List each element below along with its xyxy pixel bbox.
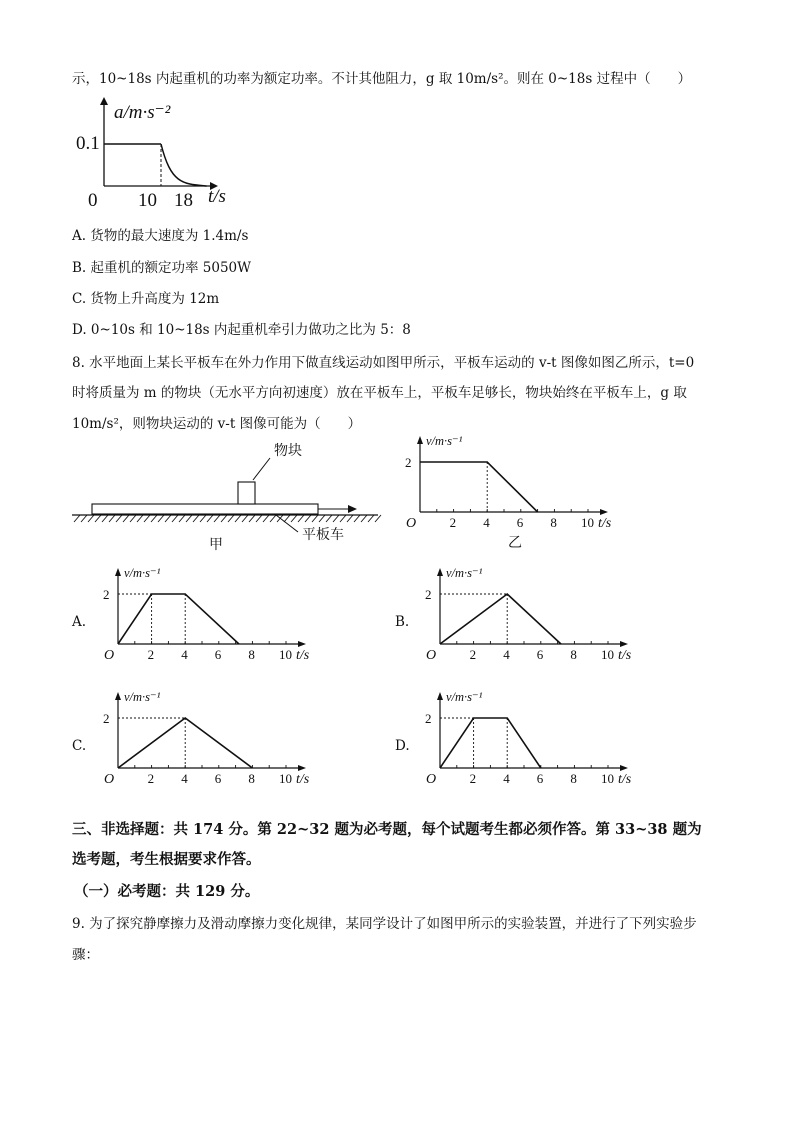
ground-hatch (165, 515, 171, 522)
y-axis-label: v/m·s⁻¹ (446, 690, 483, 704)
fig-yi-caption: 乙 (508, 535, 522, 551)
y-axis-label: v/m·s⁻¹ (124, 690, 161, 704)
cart-label: 平板车 (302, 528, 344, 543)
origin-label: O (406, 516, 417, 528)
ground-hatch (270, 515, 276, 522)
x-tick-label: 4 (503, 771, 510, 784)
x-tick-label: 10 (581, 515, 594, 528)
ground-hatch (354, 515, 360, 522)
ground-hatch (109, 515, 115, 522)
ground-hatch (116, 515, 122, 522)
vt-graph-c (100, 690, 330, 784)
q7-option-b: B. 起重机的额定功率 5050W (72, 260, 252, 276)
ground-hatch (172, 515, 178, 522)
q7-x-tick-10: 10 (138, 190, 157, 211)
q7-xlabel: t/s (208, 186, 226, 207)
origin-label: O (104, 648, 115, 660)
x-axis-label: t/s (598, 516, 612, 528)
q8-line1: 8. 水平地面上某长平板车在外力作用下做直线运动如图甲所示，平板车运动的 v-t 图像如图乙所示，t=0 (72, 355, 695, 371)
option-d-label: D. (395, 738, 410, 754)
vt-series-line (118, 594, 239, 644)
ground-hatch (151, 515, 157, 522)
x-tick-label: 4 (181, 771, 188, 784)
x-axis-arrow (620, 641, 628, 647)
cart-rect (92, 504, 318, 514)
x-tick-label: 2 (147, 647, 155, 660)
vt-graph-a (100, 566, 330, 660)
ground-hatch (235, 515, 241, 522)
ground-hatch (326, 515, 332, 522)
x-tick-label: 6 (214, 771, 222, 784)
option-a-label: A. (72, 614, 87, 630)
ground-hatch (256, 515, 262, 522)
ground-hatch (144, 515, 150, 522)
q7-at-graph (68, 96, 238, 214)
ground-hatch (88, 515, 94, 522)
y-tick-label: 2 (103, 711, 110, 726)
x-axis-label: t/s (296, 772, 310, 784)
q7-ylabel: a/m·s⁻² (114, 102, 171, 123)
x-axis-label: t/s (296, 648, 310, 660)
x-axis-label: t/s (618, 772, 632, 784)
q7-option-a: A. 货物的最大速度为 1.4m/s (72, 228, 249, 244)
ground-hatch (347, 515, 353, 522)
ground-hatch (291, 515, 297, 522)
x-tick-label: 2 (469, 647, 477, 660)
y-axis-arrow (437, 692, 443, 700)
q8-line3: 10m/s²，则物块运动的 v-t 图像可能为（ ） (72, 416, 362, 432)
x-tick-label: 8 (570, 647, 577, 660)
section3-line1: 三、非选择题：共 174 分。第 22~32 题为必考题，每个试题考生都必须作答。第 33~38 题为 (72, 821, 702, 838)
ground-hatch (361, 515, 367, 522)
ground-hatch (368, 515, 374, 522)
y-tick-label: 2 (425, 711, 432, 726)
x-tick-label: 10 (279, 771, 292, 784)
q7-x-tick-18: 18 (174, 190, 193, 211)
ground-hatch (249, 515, 255, 522)
q7-stem-tail: 示，10~18s 内起重机的功率为额定功率。不计其他阻力，g 取 10m/s²。则在 0~18s 过程中（ ） (72, 71, 692, 87)
option-c-label: C. (72, 738, 87, 754)
q7-y-tick: 0.1 (76, 133, 100, 154)
x-tick-label: 2 (147, 771, 155, 784)
x-tick-label: 4 (483, 515, 490, 528)
ground-hatch (221, 515, 227, 522)
fig-jia-caption: 甲 (209, 538, 223, 553)
block-label: 物块 (274, 444, 302, 459)
x-tick-label: 6 (516, 515, 524, 528)
ground-hatch (137, 515, 143, 522)
origin-label: O (426, 648, 437, 660)
ground-hatch (340, 515, 346, 522)
ground-hatch (312, 515, 318, 522)
origin-label: O (104, 772, 115, 784)
x-tick-label: 8 (550, 515, 557, 528)
x-axis-arrow (298, 765, 306, 771)
ground-hatch (95, 515, 101, 522)
x-axis-arrow (620, 765, 628, 771)
vt-series-line (440, 718, 541, 768)
ground-hatch (130, 515, 136, 522)
vt-series-line (420, 462, 538, 512)
y-axis-label: v/m·s⁻¹ (124, 566, 161, 580)
x-tick-label: 8 (248, 647, 255, 660)
q8-line2: 时将质量为 m 的物块（无水平方向初速度）放在平板车上，平板车足够长，物块始终在平板车上，g 取 (72, 385, 687, 401)
y-tick-label: 2 (425, 587, 432, 602)
y-tick-label: 2 (103, 587, 110, 602)
ground-hatch (375, 515, 381, 522)
x-tick-label: 10 (601, 647, 614, 660)
y-axis-label: v/m·s⁻¹ (426, 434, 463, 448)
q9-line1: 9. 为了探究静摩擦力及滑动摩擦力变化规律，某同学设计了如图甲所示的实验装置，并进行了下列实验步 (72, 916, 697, 932)
x-tick-label: 10 (279, 647, 292, 660)
ground-hatch (186, 515, 192, 522)
x-tick-label: 2 (469, 771, 477, 784)
ground-hatch (102, 515, 108, 522)
x-axis-arrow (298, 641, 306, 647)
y-axis-arrow (437, 568, 443, 576)
x-tick-label: 6 (214, 647, 222, 660)
q7-origin: 0 (88, 190, 98, 211)
y-axis-arrow (417, 436, 423, 444)
fig-jia (70, 438, 390, 556)
ground-hatch (333, 515, 339, 522)
ground-hatch (305, 515, 311, 522)
q7-option-d: D. 0~10s 和 10~18s 内起重机牵引力做功之比为 5：8 (72, 322, 411, 338)
x-tick-label: 8 (248, 771, 255, 784)
y-axis-arrow (115, 692, 121, 700)
vt-graph-yi (402, 434, 632, 528)
x-tick-label: 6 (536, 771, 544, 784)
q7-y-arrow (100, 97, 108, 105)
x-axis-arrow (600, 509, 608, 515)
ground-hatch (263, 515, 269, 522)
x-tick-label: 8 (570, 771, 577, 784)
x-tick-label: 4 (503, 647, 510, 660)
x-tick-label: 4 (181, 647, 188, 660)
q9-line2: 骤： (72, 947, 99, 963)
y-axis-label: v/m·s⁻¹ (446, 566, 483, 580)
y-axis-arrow (115, 568, 121, 576)
ground-hatch (284, 515, 290, 522)
block-rect (238, 482, 255, 504)
x-tick-label: 6 (536, 647, 544, 660)
section3-line2: 选考题，考生根据要求作答。 (72, 851, 261, 868)
ground-hatch (179, 515, 185, 522)
ground-hatch (207, 515, 213, 522)
ground-hatch (214, 515, 220, 522)
q7-option-c: C. 货物上升高度为 12m (72, 291, 220, 307)
origin-label: O (426, 772, 437, 784)
x-tick-label: 10 (601, 771, 614, 784)
vt-graph-d (422, 690, 652, 784)
ground-hatch (74, 515, 80, 522)
section3-sub: （一）必考题：共 129 分。 (74, 883, 260, 900)
x-tick-label: 2 (449, 515, 457, 528)
ground-hatch (123, 515, 129, 522)
ground-hatch (298, 515, 304, 522)
x-axis-label: t/s (618, 648, 632, 660)
q7-decay-curve (161, 144, 207, 186)
vt-graph-b (422, 566, 652, 660)
ground-hatch (242, 515, 248, 522)
vt-series-line (440, 594, 561, 644)
ground-hatch (158, 515, 164, 522)
ground-hatch (228, 515, 234, 522)
y-tick-label: 2 (405, 455, 412, 470)
ground-hatch (193, 515, 199, 522)
ground-hatch (81, 515, 87, 522)
ground-hatch (319, 515, 325, 522)
ground-hatch (200, 515, 206, 522)
option-b-label: B. (395, 614, 410, 630)
